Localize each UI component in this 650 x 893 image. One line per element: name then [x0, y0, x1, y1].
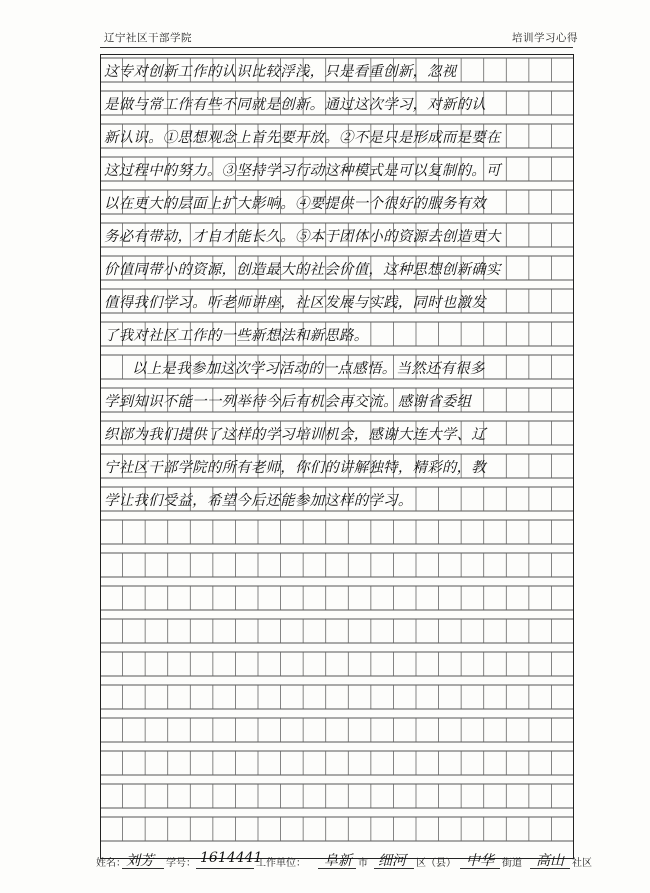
footer-info — [96, 850, 596, 870]
essay-line: 了我对社区工作的一些新想法和新思路。 — [104, 328, 369, 344]
essay-line: 务必有带动，才自才能长久。⑤本于团体小的资源去创造更大 — [104, 229, 501, 245]
district-value: 细河 — [378, 853, 406, 869]
essay-line: 学到知识不能一一列举待今后有机会再交流。感谢省委组 — [104, 394, 472, 410]
district-label: 区（县） — [416, 858, 456, 869]
name-underline — [122, 868, 164, 869]
community-label: 社区 — [572, 858, 592, 869]
community-value: 高山 — [536, 853, 564, 869]
essay-line: 以上是我参加这次学习活动的一点感悟。当然还有很多 — [132, 361, 485, 377]
essay-line: 以在更大的层面上扩大影响。④要提供一个很好的服务有效 — [104, 196, 486, 212]
city-value: 阜新 — [324, 853, 352, 869]
essay-line: 这过程中的努力。③坚持学习行动这种模式是可以复制的。可 — [104, 163, 501, 179]
city-underline — [318, 868, 356, 869]
district-underline — [374, 868, 414, 869]
student-id-label: 学号： — [166, 858, 196, 869]
essay-line: 新认识。①思想观念上首先要开放。②不是只是形成而是要在 — [104, 130, 501, 146]
student-id-underline — [196, 868, 254, 869]
essay-line: 宁社区干部学院的所有老师，你们的讲解独特，精彩的，教 — [104, 460, 486, 476]
school-title: 辽宁社区干部学院 — [104, 32, 192, 44]
city-label: 市 — [358, 858, 368, 869]
essay-line: 值得我们学习。听老师讲座，社区发展与实践，同时也激发 — [104, 295, 486, 311]
name-signature: 刘芳 — [126, 853, 154, 869]
essay-line: 学让我们受益，希望今后还能参加这样的学习。 — [104, 493, 413, 509]
essay-line: 价值同带小的资源，创造最大的社会价值，这种思想创新确实 — [104, 262, 501, 278]
student-id-value: 1614441 — [200, 850, 263, 866]
street-label: 街道 — [502, 858, 522, 869]
street-value: 中华 — [466, 853, 494, 869]
street-underline — [460, 868, 500, 869]
sheet-title: 培训学习心得 — [512, 32, 578, 44]
name-label: 姓名： — [96, 858, 126, 869]
essay-line: 织部为我们提供了这样的学习培训机会，感谢大连大学、辽 — [104, 427, 486, 443]
community-underline — [530, 868, 570, 869]
essay-line: 这专对创新工作的认识比较浮浅，只是看重创新，忽视 — [104, 64, 457, 80]
workplace-label: 工作单位： — [256, 858, 306, 869]
essay-line: 是做与常工作有些不同就是创新。通过这次学习，对新的认 — [104, 97, 486, 113]
